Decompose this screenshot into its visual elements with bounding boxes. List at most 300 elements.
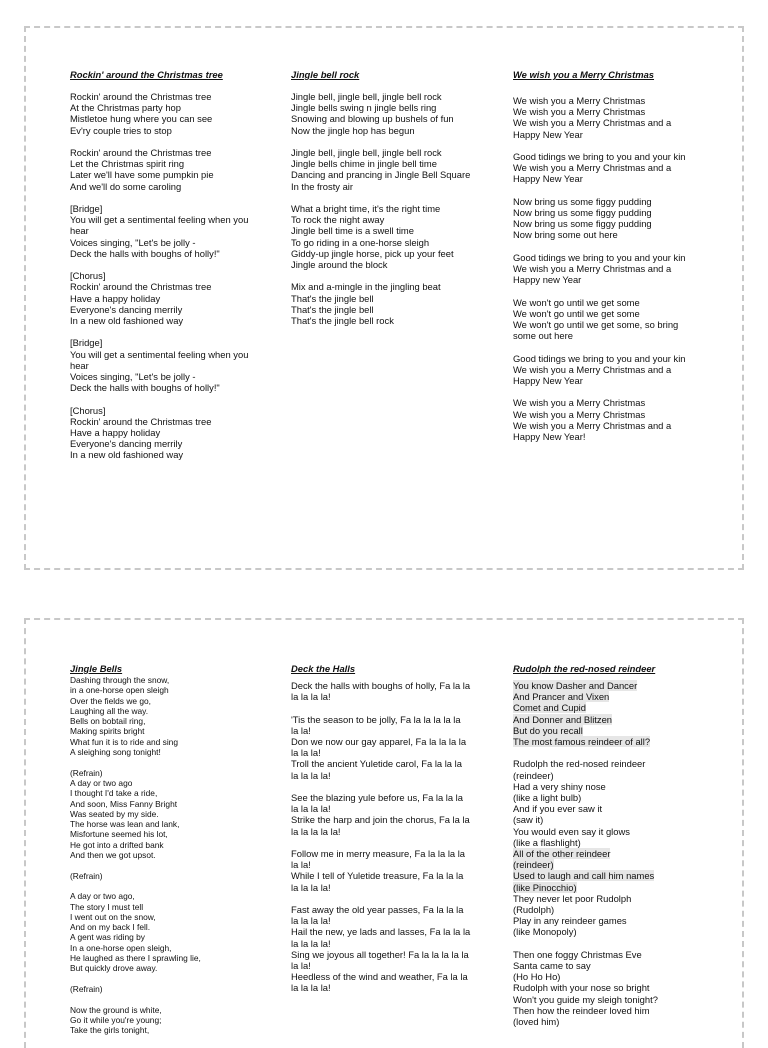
lyric-text: The horse was lean and lank, <box>70 819 180 830</box>
lyric-line <box>291 225 491 236</box>
song-title: Rockin' around the Christmas tree <box>70 69 223 80</box>
lyric-line <box>70 891 270 901</box>
lyric-line <box>70 371 270 382</box>
lyric-text: The most famous reindeer of all? <box>513 736 651 748</box>
lyric-text: To rock the night away <box>291 214 385 226</box>
lyric-line <box>291 926 491 937</box>
lyric-line <box>70 912 270 922</box>
lyric-text: We wish you a Merry Christmas and a <box>513 117 672 129</box>
song-deck-the-halls <box>291 663 491 1005</box>
lyric-text: Rockin' around the Christmas tree <box>70 415 212 427</box>
lyric-line <box>513 837 713 848</box>
lyric-line <box>513 95 713 106</box>
lyric-line <box>291 725 491 736</box>
lyric-line <box>70 225 270 236</box>
lyric-text: See the blazing yule before us, Fa la la la <box>291 792 463 803</box>
lyric-line <box>291 714 491 725</box>
lyric-text: We wish you a Merry Christmas <box>513 95 646 106</box>
verse <box>513 95 713 140</box>
song-rockin-around <box>70 69 270 472</box>
lyric-text: la la! <box>291 724 311 736</box>
lyric-line <box>513 263 713 274</box>
lyric-line <box>513 129 713 140</box>
lyric-line <box>70 281 270 292</box>
lyric-line <box>513 375 713 386</box>
lyric-line <box>70 315 270 326</box>
lyric-line <box>291 826 491 837</box>
lyric-text: Rockin' around the Christmas tree <box>70 91 212 102</box>
lyric-line <box>513 319 713 330</box>
lyric-line <box>291 770 491 781</box>
lyric-text: [Bridge] <box>70 337 103 349</box>
lyric-line <box>513 364 713 375</box>
lyric-text: Have a happy holiday <box>70 292 161 304</box>
lyric-text: We won't go until we get some <box>513 296 640 308</box>
lyric-text: I thought I'd take a ride, <box>70 788 158 799</box>
verse <box>513 252 713 286</box>
lyric-line <box>513 173 713 184</box>
lyric-line <box>70 726 270 736</box>
lyric-line <box>291 113 491 124</box>
lyric-line <box>70 337 270 348</box>
lyric-line <box>513 859 713 870</box>
lyric-text: Deck the halls with boughs of holly!" <box>70 382 220 394</box>
song-title: We wish you a Merry Christmas <box>513 69 655 80</box>
song-title: Jingle bell rock <box>291 69 360 80</box>
lyric-line <box>70 799 270 809</box>
verse <box>513 397 713 442</box>
lyric-line <box>513 207 713 218</box>
lyric-text: Happy New Year <box>513 173 583 185</box>
lyric-line <box>70 181 270 192</box>
lyric-text: Rudolph with your nose so bright <box>513 982 650 994</box>
verse <box>513 297 713 342</box>
lyric-line <box>291 971 491 982</box>
lyric-text: la la la! <box>291 747 321 759</box>
lyric-text: Good tidings we bring to you and your kin <box>513 151 686 162</box>
lyric-text: [Bridge] <box>70 203 103 214</box>
lyric-text: Play in any reindeer games <box>513 915 627 927</box>
lyric-text: la la la la! <box>291 937 331 949</box>
verse <box>513 680 713 747</box>
lyric-line <box>70 706 270 716</box>
lyric-text: What fun it is to ride and sing <box>70 736 178 747</box>
lyric-line <box>70 829 270 839</box>
lyric-line <box>291 938 491 949</box>
lyric-text: We wish you a Merry Christmas and a <box>513 162 672 174</box>
lyric-text: (like a light bulb) <box>513 792 582 804</box>
lyric-line <box>513 297 713 308</box>
lyric-text: And Prancer and Vixen <box>513 691 610 703</box>
lyric-line <box>513 117 713 128</box>
lyric-text: That's the jingle bell rock <box>291 315 394 327</box>
lyric-text: And we'll do some caroling <box>70 180 182 192</box>
lyric-text: Dancing and prancing in Jingle Bell Square <box>291 169 471 181</box>
lyric-text: Rockin' around the Christmas tree <box>70 147 212 158</box>
verse <box>70 405 270 461</box>
lyric-line <box>513 994 713 1005</box>
lyric-text: Everyone's dancing merrily <box>70 303 183 315</box>
lyric-text: Santa came to say <box>513 960 591 972</box>
lyric-line <box>513 308 713 319</box>
lyric-text: Let the Christmas spirit ring <box>70 158 185 170</box>
lyric-line <box>513 960 713 971</box>
lyric-text: la la la la la! <box>291 825 341 837</box>
lyric-text: la la la la! <box>291 691 331 703</box>
lyric-text: Good tidings we bring to you and your kin <box>513 251 686 263</box>
lyric-line <box>70 416 270 427</box>
lyric-text: la la! <box>291 960 311 972</box>
lyric-text: Follow me in merry measure, Fa la la la la <box>291 848 466 859</box>
lyric-line <box>70 932 270 942</box>
lyric-text: hear <box>70 359 89 371</box>
lyric-line <box>513 702 713 713</box>
lyric-text: (reindeer) <box>513 859 554 871</box>
lyric-text: Hail the new, ye lads and lasses, Fa la la la <box>291 926 471 938</box>
lyric-line <box>513 330 713 341</box>
verse <box>513 949 713 1027</box>
lyric-line <box>291 203 491 214</box>
lyric-line <box>70 819 270 829</box>
lyric-line <box>70 685 270 695</box>
lyric-line <box>291 102 491 113</box>
lyric-line <box>70 349 270 360</box>
lyric-text: Laughing all the way. <box>70 705 149 716</box>
verse <box>291 680 491 702</box>
verse <box>70 768 270 861</box>
lyric-line <box>291 315 491 326</box>
lyric-line <box>70 405 270 416</box>
verse <box>291 792 491 837</box>
lyric-text: You know Dasher and Dancer <box>513 680 638 691</box>
lyric-line <box>513 691 713 702</box>
lyric-text: Take the girls tonight, <box>70 1025 150 1036</box>
lyric-line <box>70 768 270 778</box>
lyric-line <box>70 922 270 932</box>
lyric-text: Mix and a-mingle in the jingling beat <box>291 281 441 293</box>
lyric-text: Had a very shiny nose <box>513 780 606 792</box>
lyric-text: Rudolph the red-nosed reindeer <box>513 758 646 770</box>
lyric-line <box>70 91 270 102</box>
lyric-line <box>291 747 491 758</box>
lyric-line <box>513 252 713 263</box>
lyric-line <box>70 871 270 881</box>
lyric-text: We wish you a Merry Christmas <box>513 397 646 409</box>
lyric-line <box>513 162 713 173</box>
lyric-text: Go it while you're young; <box>70 1014 162 1025</box>
verse <box>70 871 270 881</box>
lyric-text: Now bring us some figgy pudding <box>513 207 652 218</box>
lyric-line <box>291 803 491 814</box>
lyric-text: That's the jingle bell <box>291 303 374 315</box>
verse <box>513 353 713 387</box>
lyric-line <box>513 196 713 207</box>
lyric-line <box>513 826 713 837</box>
verse <box>291 281 491 326</box>
lyric-line <box>70 696 270 706</box>
lyric-text: Then one foggy Christmas Eve <box>513 948 642 960</box>
lyrics <box>70 91 270 461</box>
lyric-line <box>291 237 491 248</box>
lyric-line <box>513 409 713 420</box>
verse <box>291 714 491 781</box>
lyric-text: We wish you a Merry Christmas and a <box>513 263 672 274</box>
lyric-line <box>70 850 270 860</box>
lyric-line <box>513 274 713 285</box>
lyric-text: (like a flashlight) <box>513 836 581 848</box>
lyric-text: Mistletoe hung where you can see <box>70 113 213 125</box>
lyric-line <box>70 963 270 973</box>
lyric-text: Happy New Year! <box>513 431 586 442</box>
lyric-text: (Refrain) <box>70 983 103 994</box>
lyric-line <box>513 1016 713 1027</box>
lyric-text: (saw it) <box>513 814 544 826</box>
lyric-line <box>291 125 491 136</box>
lyric-text: And if you ever saw it <box>513 803 603 815</box>
lyric-line <box>70 943 270 953</box>
lyric-line <box>513 915 713 926</box>
lyric-text: some out here <box>513 330 573 342</box>
lyric-text: In a new old fashioned way <box>70 449 184 461</box>
song-jingle-bell-rock <box>291 69 491 337</box>
lyric-line <box>291 181 491 192</box>
lyric-text: They never let poor Rudolph <box>513 892 632 904</box>
lyric-text: Everyone's dancing merrily <box>70 438 183 450</box>
lyric-line <box>291 304 491 315</box>
lyric-text: 'Tis the season to be jolly, Fa la la la la la <box>291 713 461 725</box>
lyric-line <box>291 915 491 926</box>
lyric-line <box>291 691 491 702</box>
lyric-text: (loved him) <box>513 1016 560 1028</box>
lyric-line <box>513 882 713 893</box>
lyric-line <box>513 736 713 747</box>
lyric-line <box>513 680 713 691</box>
lyric-text: Jingle bells swing n jingle bells ring <box>291 102 437 114</box>
lyrics <box>513 680 713 1027</box>
lyric-text: Later we'll have some pumpkin pie <box>70 169 214 181</box>
lyric-line <box>513 949 713 960</box>
lyric-text: Then how the reindeer loved him <box>513 1004 650 1016</box>
lyric-text: You will get a sentimental feeling when you <box>70 348 249 360</box>
lyric-text: la la la la! <box>291 915 331 927</box>
lyric-line <box>513 758 713 769</box>
lyric-text: la la! <box>291 859 311 871</box>
verse <box>513 151 713 185</box>
song-jingle-bells <box>70 663 270 1046</box>
lyric-text: And Donner and Blitzen <box>513 713 613 725</box>
lyric-line <box>513 803 713 814</box>
lyric-line <box>513 353 713 364</box>
lyric-text: While I tell of Yuletide treasure, Fa la la la <box>291 870 464 882</box>
verse <box>70 675 270 757</box>
lyric-text: We won't go until we get some <box>513 307 640 319</box>
lyric-text: But do you recall <box>513 724 583 736</box>
lyric-text: (Ho Ho Ho) <box>513 971 561 983</box>
lyric-text: We won't go until we get some, so bring <box>513 319 679 330</box>
lyric-line <box>70 293 270 304</box>
song-card-top <box>24 26 744 570</box>
lyric-text: Won't you guide my sleigh tonight? <box>513 993 658 1005</box>
lyric-line <box>513 904 713 915</box>
lyric-line <box>513 714 713 725</box>
lyric-text: We wish you a Merry Christmas and a <box>513 363 672 375</box>
lyric-line <box>513 870 713 881</box>
song-we-wish-you <box>513 69 713 453</box>
lyric-line <box>70 360 270 371</box>
lyric-line <box>70 953 270 963</box>
lyric-text: I went out on the snow, <box>70 911 156 922</box>
lyric-text: [Chorus] <box>70 404 106 416</box>
lyric-text: Misfortune seemed his lot, <box>70 829 168 840</box>
lyric-text: Jingle bell, jingle bell, jingle bell rock <box>291 91 442 102</box>
lyric-text: Good tidings we bring to you and your kin <box>513 352 686 364</box>
verse <box>291 848 491 893</box>
lyric-text: Sing we joyous all together! Fa la la la la la <box>291 948 469 960</box>
lyric-line <box>513 982 713 993</box>
lyric-line <box>291 982 491 993</box>
lyric-line <box>70 788 270 798</box>
lyric-line <box>70 737 270 747</box>
lyric-line <box>291 848 491 859</box>
lyric-text: (Rudolph) <box>513 904 555 916</box>
lyric-line <box>70 716 270 726</box>
lyric-line <box>70 237 270 248</box>
verse <box>291 147 491 192</box>
lyric-line <box>291 281 491 292</box>
lyric-line <box>291 293 491 304</box>
lyric-text: Ev'ry couple tries to stop <box>70 124 172 136</box>
lyric-line <box>513 218 713 229</box>
lyric-line <box>70 902 270 912</box>
lyric-text: hear <box>70 225 89 237</box>
lyric-text: Troll the ancient Yuletide carol, Fa la la la <box>291 758 462 770</box>
lyric-line <box>291 169 491 180</box>
lyric-line <box>70 1025 270 1035</box>
lyric-line <box>291 680 491 691</box>
lyric-line <box>513 814 713 825</box>
lyric-text: Voices singing, "Let's be jolly - <box>70 236 196 248</box>
lyrics <box>70 675 270 1035</box>
lyric-text: In a new old fashioned way <box>70 315 184 327</box>
lyric-text: Happy new Year <box>513 274 582 286</box>
lyric-line <box>513 151 713 162</box>
lyric-text: He got into a drifted bank <box>70 839 164 850</box>
lyric-text: Have a happy holiday <box>70 427 161 439</box>
lyric-text: A day or two ago, <box>70 891 135 902</box>
song-title: Rudolph the red-nosed reindeer <box>513 663 656 674</box>
lyric-line <box>513 848 713 859</box>
lyric-line <box>70 449 270 460</box>
lyric-text: We wish you a Merry Christmas <box>513 106 646 118</box>
song-rudolph <box>513 663 713 1038</box>
lyric-text: Now bring us some figgy pudding <box>513 218 652 230</box>
verse <box>513 196 713 241</box>
lyrics <box>291 680 491 994</box>
verse <box>291 203 491 270</box>
lyric-text: He laughed as there I sprawling lie, <box>70 953 201 964</box>
lyric-text: In a one-horse open sleigh, <box>70 942 172 953</box>
lyric-line <box>70 840 270 850</box>
verse <box>513 758 713 937</box>
lyric-text: Deck the halls with boughs of holly!" <box>70 247 220 259</box>
lyric-text: And on my back I fell. <box>70 922 151 933</box>
lyric-text: Happy New Year <box>513 128 583 140</box>
lyric-text: Now the jingle hop has begun <box>291 124 415 136</box>
lyric-text: la la la la! <box>291 803 331 815</box>
lyric-text: la la la la! <box>291 769 331 781</box>
lyric-line <box>70 747 270 757</box>
lyric-text: A day or two ago <box>70 777 133 788</box>
lyric-line <box>513 1005 713 1016</box>
verse <box>70 270 270 326</box>
lyric-text: in a one-horse open sleigh <box>70 685 169 696</box>
lyric-text: But quickly drove away. <box>70 963 158 974</box>
verse <box>70 984 270 994</box>
lyric-text: (like Monopoly) <box>513 926 577 938</box>
lyric-line <box>70 809 270 819</box>
lyric-line <box>70 214 270 225</box>
lyric-line <box>513 893 713 904</box>
lyric-line <box>70 1005 270 1015</box>
verse <box>70 147 270 192</box>
lyric-text: (like Pinocchio) <box>513 881 577 893</box>
lyric-line <box>70 158 270 169</box>
lyric-text: At the Christmas party hop <box>70 102 181 114</box>
lyric-text: (Refrain) <box>70 767 103 778</box>
lyric-line <box>291 158 491 169</box>
lyric-line <box>513 420 713 431</box>
lyric-line <box>70 147 270 158</box>
lyric-line <box>70 427 270 438</box>
lyric-line <box>291 960 491 971</box>
lyric-line <box>70 169 270 180</box>
lyric-text: We wish you a Merry Christmas and a <box>513 419 672 431</box>
song-card-bottom <box>24 618 744 1048</box>
lyric-line <box>70 778 270 788</box>
lyric-text: Jingle bell, jingle bell, jingle bell rock <box>291 147 442 158</box>
lyric-line <box>513 397 713 408</box>
lyric-line <box>513 971 713 982</box>
lyric-text: The story I must tell <box>70 901 144 912</box>
lyric-text: Voices singing, "Let's be jolly - <box>70 371 196 383</box>
lyric-text: Jingle around the block <box>291 259 388 271</box>
lyric-text: Rockin' around the Christmas tree <box>70 281 212 293</box>
lyric-text: Happy New Year <box>513 375 583 386</box>
lyric-line <box>513 792 713 803</box>
lyric-line <box>291 248 491 259</box>
lyric-line <box>291 949 491 960</box>
lyric-text: Used to laugh and call him names <box>513 870 655 882</box>
lyric-line <box>513 431 713 442</box>
lyric-line <box>513 229 713 240</box>
lyric-text: What a bright time, it's the right time <box>291 203 441 214</box>
lyric-text: You would even say it glows <box>513 825 630 837</box>
lyric-text: Over the fields we go, <box>70 695 151 706</box>
lyric-line <box>291 758 491 769</box>
lyric-line <box>291 882 491 893</box>
verse <box>70 1005 270 1036</box>
lyric-text: Bells on bobtail ring, <box>70 716 146 727</box>
lyric-text: Don we now our gay apparel, Fa la la la la <box>291 736 467 747</box>
lyric-line <box>70 382 270 393</box>
lyric-text: Now bring us some figgy pudding <box>513 195 652 207</box>
lyric-text: Jingle bell time is a swell time <box>291 225 414 237</box>
lyric-text: Strike the harp and join the chorus, Fa la la <box>291 814 470 826</box>
verse <box>70 891 270 973</box>
lyric-line <box>291 214 491 225</box>
lyric-line <box>70 304 270 315</box>
lyric-text: Giddy-up jingle horse, pick up your feet <box>291 247 454 259</box>
